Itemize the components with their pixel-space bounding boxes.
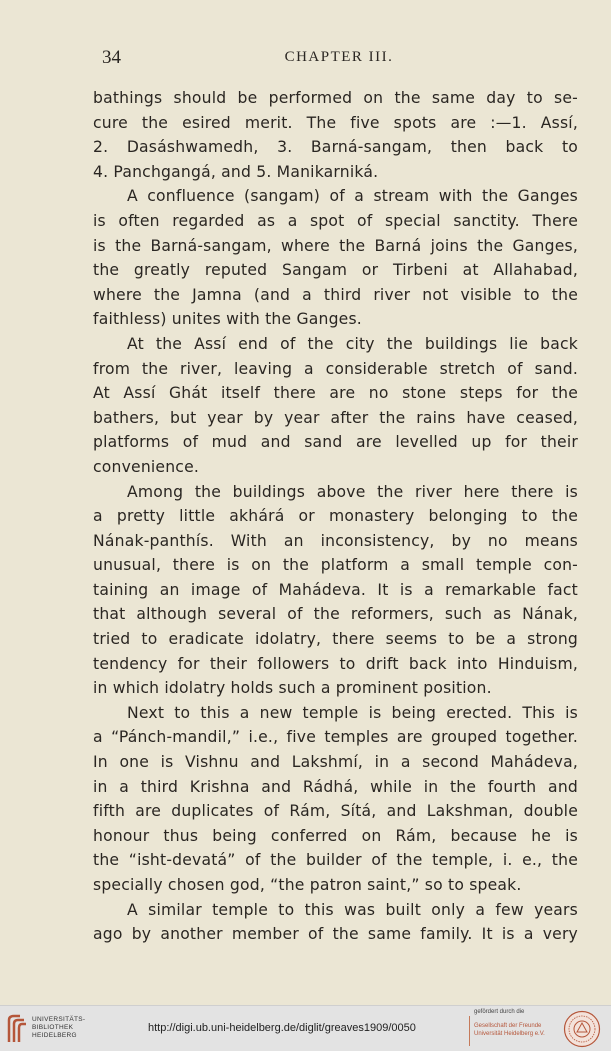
text-line: tendency for their followers to drift back into Hinduism,: [93, 654, 578, 673]
text-line: 2. Dasáshwamedh, 3. Barná-sangam, then back to: [93, 138, 578, 157]
text-line: in a third Krishna and Rádhá, while in the fourth and: [93, 777, 578, 796]
library-name-line: HEIDELBERG: [32, 1032, 77, 1039]
text-line: is often regarded as a spot of special sanctity. There: [93, 211, 578, 230]
text-line: At the Assí end of the city the buildings lie back: [127, 334, 578, 353]
text-line: taining an image of Mahádeva. It is a remarkable fact: [93, 580, 578, 599]
text-line: bathers, but year by year after the rains have ceased,: [93, 408, 578, 427]
text-line: Among the buildings above the river here there is: [127, 482, 578, 501]
sponsor-name-line: Universität Heidelberg e.V.: [474, 1031, 545, 1037]
text-line: the greatly reputed Sangam or Tirbeni at Allahabad,: [93, 261, 578, 280]
text-line: convenience.: [93, 457, 200, 476]
sponsor-divider: [469, 1016, 470, 1046]
text-line: where the Jamna (and a third river not visible to the: [93, 285, 578, 304]
text-line: A confluence (sangam) of a stream with the Ganges: [127, 187, 578, 206]
footer-bar: [0, 1005, 611, 1051]
text-line: from the river, leaving a considerable stretch of sand.: [93, 359, 578, 378]
text-line: ago by another member of the same family. It is a very: [93, 925, 578, 944]
sponsor-name: [474, 1022, 545, 1038]
text-line: Nának-panthís. With an inconsistency, by no means: [93, 531, 578, 550]
permalink-url[interactable]: http://digi.ub.uni-heidelberg.de/diglit/greaves1909/0050: [148, 1022, 416, 1034]
text-line: a “Pánch-mandil,” i.e., five temples are grouped together.: [93, 728, 578, 747]
text-line: honour thus being conferred on Rám, because he is: [93, 826, 578, 845]
text-line: bathings should be performed on the same day to se-: [93, 89, 578, 107]
body-text: [93, 86, 578, 947]
library-logo-icon: [6, 1014, 28, 1044]
text-line: a pretty little akhárá or monastery belonging to the: [93, 507, 578, 526]
university-seal-icon: [563, 1010, 601, 1048]
chapter-title: CHAPTER III.: [284, 49, 394, 65]
text-line: faithless) unites with the Ganges.: [93, 310, 362, 329]
text-line: specially chosen god, “the patron saint,” so to speak.: [93, 876, 522, 894]
text-line: Next to this a new temple is being erected. This is: [127, 703, 578, 722]
sponsor-name-line: Gesellschaft der Freunde: [474, 1023, 542, 1029]
sponsor-label: gefördert durch die: [474, 1009, 525, 1015]
text-line: is the Barná-sangam, where the Barná joins the Ganges,: [93, 236, 578, 255]
text-line: unusual, there is on the platform a small temple con-: [93, 556, 578, 575]
page-header: [100, 47, 578, 73]
text-line: 4. Panchgangá, and 5. Manikarniká.: [93, 162, 379, 181]
text-line: A similar temple to this was built only a few years: [127, 900, 578, 919]
text-line: At Assí Ghát itself there are no stone steps for the: [93, 384, 578, 403]
text-line: tried to eradicate idolatry, there seems to be a strong: [93, 630, 578, 649]
page-number: 34: [102, 47, 121, 68]
text-line: platforms of mud and sand are levelled up for their: [93, 433, 578, 452]
library-name-line: BIBLIOTHEK: [32, 1024, 74, 1031]
text-line: In one is Vishnu and Lakshmí, in a second Mahádeva,: [93, 753, 578, 772]
text-line: that although several of the reformers, such as Nának,: [93, 605, 578, 624]
text-line: the “isht-devatá” of the builder of the temple, i. e., the: [93, 851, 578, 870]
library-name-line: UNIVERSITÄTS-: [32, 1016, 86, 1023]
text-line: fifth are duplicates of Rám, Sítá, and Lakshman, double: [93, 802, 578, 821]
library-name: [32, 1016, 85, 1040]
text-line: in which idolatry holds such a prominent position.: [93, 679, 492, 698]
text-line: cure the esired merit. The five spots are :—1. Assí,: [93, 113, 578, 132]
